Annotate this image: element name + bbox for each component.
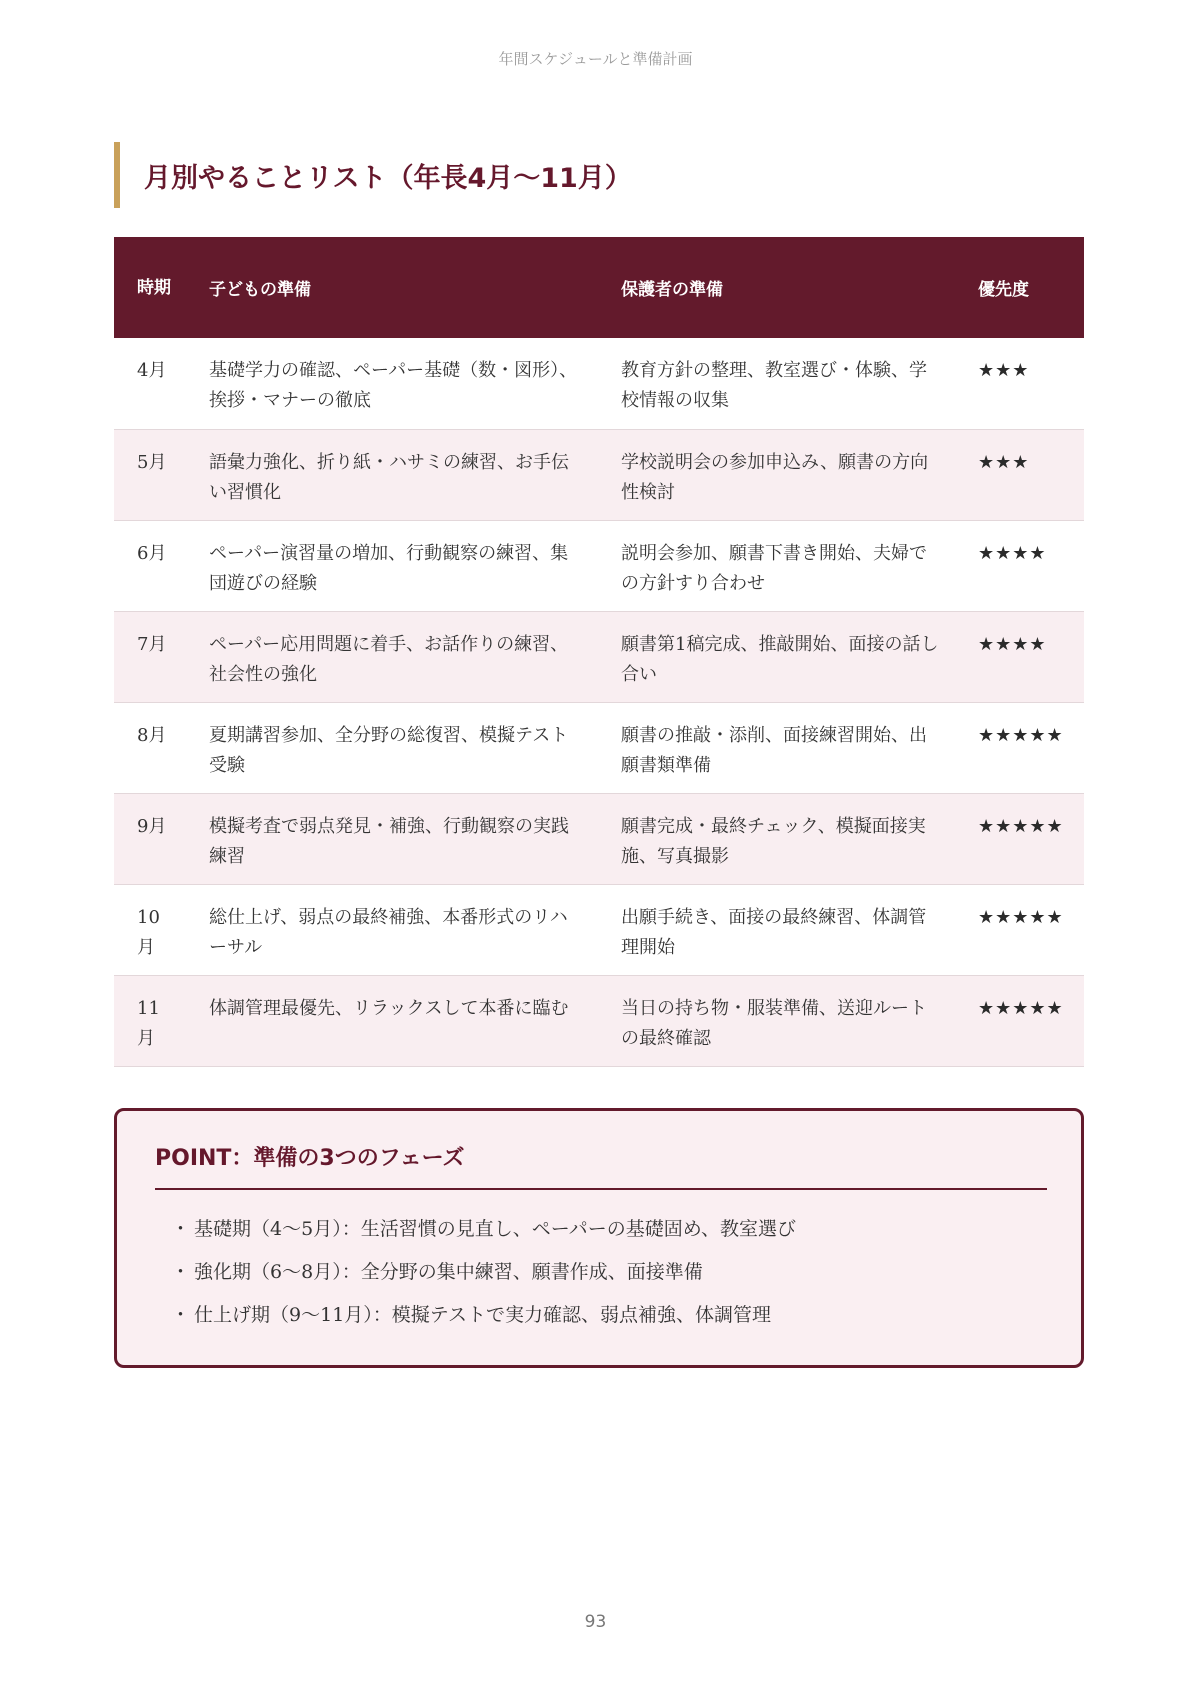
cell-parent: 説明会参加、願書下書き開始、夫婦での方針すり合わせ (598, 520, 955, 611)
cell-priority: ★★★★★ (955, 793, 1084, 884)
header-period: 時期 (114, 237, 186, 338)
point-item-text: 強化期（6〜8月）：全分野の集中練習、願書作成、面接準備 (194, 1261, 703, 1283)
cell-priority: ★★★★★ (955, 975, 1084, 1066)
cell-child: 総仕上げ、弱点の最終補強、本番形式のリハーサル (186, 884, 598, 975)
point-item-text: 基礎期（4〜5月）：生活習慣の見直し、ペーパーの基礎固め、教室選び (194, 1218, 796, 1240)
cell-child: 体調管理最優先、リラックスして本番に臨む (186, 975, 598, 1066)
page-number: 93 (584, 1612, 607, 1632)
cell-period: 9月 (114, 793, 186, 884)
bullet-icon: ・ (171, 1261, 191, 1283)
cell-period: 10月 (114, 884, 186, 975)
header-parent: 保護者の準備 (598, 237, 955, 338)
cell-period: 6月 (114, 520, 186, 611)
cell-parent: 出願手続き、面接の最終練習、体調管理開始 (598, 884, 955, 975)
table-row (114, 429, 1084, 520)
table-row (114, 793, 1084, 884)
cell-child: ペーパー演習量の増加、行動観察の練習、集団遊びの経験 (186, 520, 598, 611)
cell-period: 11月 (114, 975, 186, 1066)
cell-child: ペーパー応用問題に着手、お話作りの練習、社会性の強化 (186, 611, 598, 702)
cell-parent: 願書完成・最終チェック、模擬面接実施、写真撮影 (598, 793, 955, 884)
cell-period: 7月 (114, 611, 186, 702)
section-title-text: 月別やることリスト（年長4月〜11月） (144, 162, 632, 194)
table-header-row (114, 237, 1084, 338)
section-title (114, 142, 1074, 208)
header-priority: 優先度 (955, 237, 1084, 338)
cell-priority: ★★★★★ (955, 702, 1084, 793)
cell-child: 模擬考査で弱点発見・補強、行動観察の実践練習 (186, 793, 598, 884)
point-box (114, 1108, 1084, 1368)
table-row (114, 884, 1084, 975)
cell-parent: 当日の持ち物・服装準備、送迎ルートの最終確認 (598, 975, 955, 1066)
cell-period: 4月 (114, 338, 186, 429)
cell-priority: ★★★★★ (955, 884, 1084, 975)
table-row (114, 338, 1084, 429)
cell-child: 語彙力強化、折り紙・ハサミの練習、お手伝い習慣化 (186, 429, 598, 520)
point-item-text: 仕上げ期（9〜11月）：模擬テストで実力確認、弱点補強、体調管理 (194, 1304, 772, 1326)
cell-priority: ★★★★ (955, 520, 1084, 611)
cell-parent: 学校説明会の参加申込み、願書の方向性検討 (598, 429, 955, 520)
cell-parent: 教育方針の整理、教室選び・体験、学校情報の収集 (598, 338, 955, 429)
point-list (155, 1208, 1047, 1337)
cell-priority: ★★★ (955, 338, 1084, 429)
running-header: 年間スケジュールと準備計画 (498, 50, 693, 68)
header-child: 子どもの準備 (186, 237, 598, 338)
bullet-icon: ・ (171, 1304, 191, 1326)
cell-parent: 願書第1稿完成、推敲開始、面接の話し合い (598, 611, 955, 702)
table-row (114, 611, 1084, 702)
table-row (114, 702, 1084, 793)
cell-priority: ★★★★ (955, 611, 1084, 702)
cell-child: 基礎学力の確認、ペーパー基礎（数・図形）、挨拶・マナーの徹底 (186, 338, 598, 429)
point-title: POINT：準備の3つのフェーズ (155, 1141, 1047, 1190)
cell-parent: 願書の推敲・添削、面接練習開始、出願書類準備 (598, 702, 955, 793)
cell-period: 5月 (114, 429, 186, 520)
cell-child: 夏期講習参加、全分野の総復習、模擬テスト受験 (186, 702, 598, 793)
list-item (171, 1294, 1047, 1337)
cell-period: 8月 (114, 702, 186, 793)
bullet-icon: ・ (171, 1218, 191, 1240)
schedule-table (114, 237, 1084, 1067)
cell-priority: ★★★ (955, 429, 1084, 520)
table-row (114, 520, 1084, 611)
list-item (171, 1208, 1047, 1251)
table-row (114, 975, 1084, 1066)
list-item (171, 1251, 1047, 1294)
